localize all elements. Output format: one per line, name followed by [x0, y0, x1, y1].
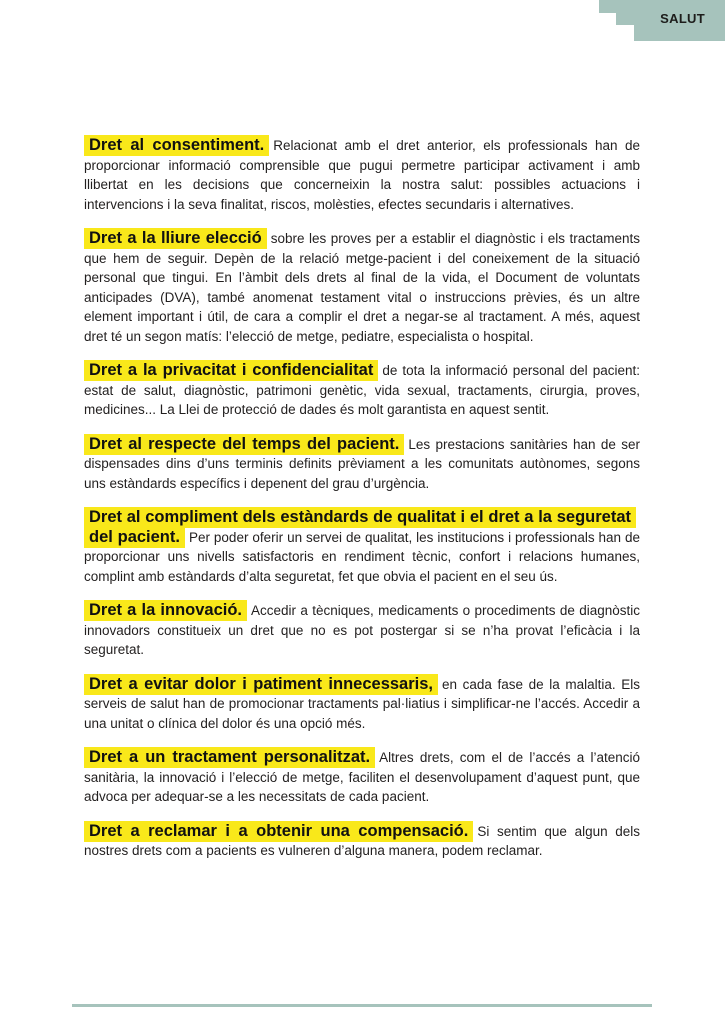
right-paragraph: [84, 601, 640, 660]
right-heading: Dret a un tractament personalitzat.: [84, 747, 375, 768]
section-tab-step-bottom: [634, 25, 725, 41]
right-paragraph: [84, 229, 640, 346]
rights-list: [84, 136, 640, 876]
right-body: Relacionat amb el dret anterior, els professionals han de proporcionar informació comprensible que pugui permetre participar activament i amb llibertat en les decisions que concerneixin la nostra salut: possibles actuacions i intervencions i la seva finalitat, riscos, molèsties, efectes secundaris i alternatives.: [84, 138, 640, 212]
right-paragraph: [84, 822, 640, 861]
bottom-accent-rule: [72, 1004, 652, 1007]
right-body: Les prestacions sanitàries han de ser dispensades dins d’uns terminis definits prèviament a les comunitats autònomes, segons uns estàndards específics i depenent del grau d’urgència.: [84, 436, 640, 491]
right-paragraph: [84, 136, 640, 214]
section-tab-label: SALUT: [660, 11, 705, 26]
right-heading: Dret a la lliure elecció: [84, 228, 267, 249]
right-body: Accedir a tècniques, medicaments o procediments de diagnòstic innovadors constitueix un dret que no es pot postergar si se n’ha provat l’eficàcia i la seguretat.: [84, 603, 640, 657]
right-paragraph: [84, 675, 640, 734]
right-paragraph: [84, 748, 640, 807]
right-heading: Dret al consentiment.: [84, 135, 269, 156]
right-heading: Dret al compliment dels estàndards de qualitat i el dret a la seguretat del pacient.: [84, 507, 636, 548]
right-paragraph: [84, 361, 640, 420]
right-heading: Dret a reclamar i a obtenir una compensació.: [84, 821, 473, 842]
right-body: de tota la informació personal del pacient: estat de salut, diagnòstic, patrimoni genètic, vida sexual, tractaments, cirurgia, proves, medicines... La Llei de protecció de dades és molt garantista en aquest sentit.: [84, 363, 640, 417]
right-body: en cada fase de la malaltia. Els serveis de salut han de promocionar tractaments pal·liatius i simplificar-ne l’accés. Accedir a una unitat o clínica del dolor és una opció més.: [84, 676, 641, 731]
right-heading: Dret a evitar dolor i patiment innecessaris,: [84, 674, 438, 695]
right-heading: Dret al respecte del temps del pacient.: [84, 434, 404, 455]
right-heading: Dret a la privacitat i confidencialitat: [84, 360, 378, 381]
right-body: Si sentim que algun dels nostres drets com a pacients es vulneren d’alguna manera, podem reclamar.: [84, 823, 641, 858]
right-body: sobre les proves per a establir el diagnòstic i els tractaments que hem de seguir. Depèn de la relació metge-pacient i del coneixement de la situació personal que tingui. En l’àmbit dels drets al final de la vida, el Document de voluntats anticipades (DVA), també anomenat testament vital o instruccions prèvies, és un altre element important i útil, de cara a complir el dret a negar-se al tractament. A més, aquest dret té un segon matís: l’elecció de metge, pediatre, especialista o hospital.: [84, 231, 640, 344]
right-body: Altres drets, com el de l’accés a l’atenció sanitària, la innovació i l’elecció de metge, faciliten el desenvolupament d’aquest punt, que advoca per adequar-se a les necessitats de cada pacient.: [84, 750, 640, 804]
right-paragraph: [84, 508, 640, 586]
right-body: Per poder oferir un servei de qualitat, les institucions i professionals han de proporcionar uns nivells satisfactoris en rendiment tècnic, confort i relacions humanes, complint amb estàndards d’alta seguretat, fet que obvia el pacient en el seu ús.: [84, 529, 640, 584]
right-paragraph: [84, 435, 640, 494]
right-heading: Dret a la innovació.: [84, 600, 247, 621]
